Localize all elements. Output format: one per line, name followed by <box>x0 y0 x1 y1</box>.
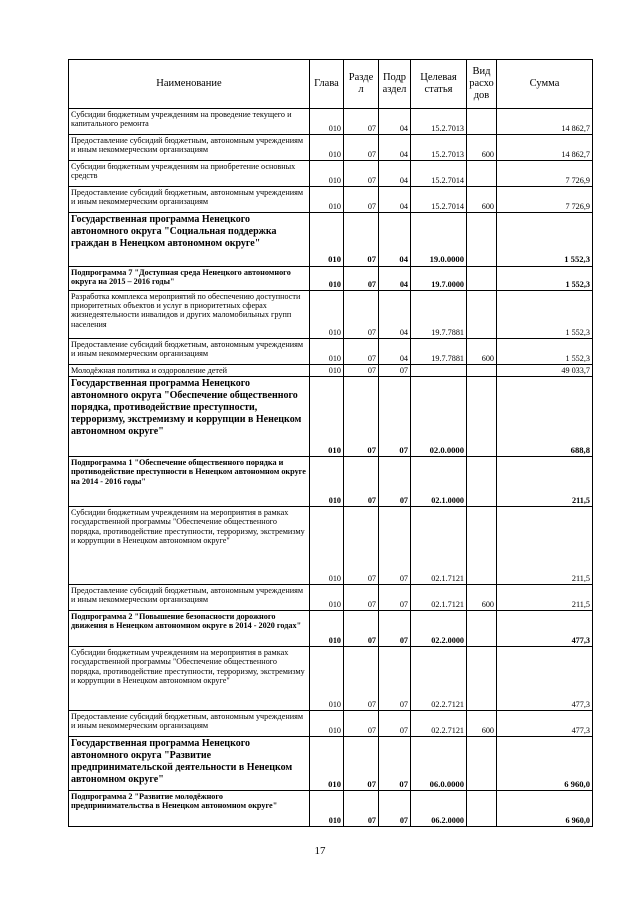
cell-name: Предоставление субсидий бюджетным, автономным учреждениям и иным некоммерческим организациям <box>69 187 310 213</box>
cell-section: 07 <box>344 187 379 213</box>
cell-expense-type <box>467 267 497 291</box>
cell-name: Подпрограмма 2 "Развитие молодёжного предпринимательства в Ненецком автономном округе" <box>69 791 310 827</box>
cell-name: Государственная программа Ненецкого автономного округа "Развитие предпринимательской деятельности в Ненецком автономном округе" <box>69 737 310 791</box>
cell-name: Предоставление субсидий бюджетным, автономным учреждениям и иным некоммерческим организациям <box>69 585 310 611</box>
table-header <box>69 60 593 109</box>
cell-section: 07 <box>344 267 379 291</box>
budget-table <box>68 59 593 827</box>
cell-chapter: 010 <box>310 457 344 507</box>
cell-expense-type <box>467 377 497 457</box>
cell-section: 07 <box>344 213 379 267</box>
cell-target: 02.2.7121 <box>411 711 467 737</box>
cell-section: 07 <box>344 161 379 187</box>
cell-chapter: 010 <box>310 611 344 647</box>
header-subsection: Подр аздел <box>379 60 411 109</box>
cell-expense-type: 600 <box>467 135 497 161</box>
cell-target: 19.7.7881 <box>411 339 467 365</box>
header-section: Разде л <box>344 60 379 109</box>
cell-section: 07 <box>344 339 379 365</box>
cell-subsection: 04 <box>379 135 411 161</box>
cell-amount: 1 552,3 <box>497 213 593 267</box>
cell-amount: 211,5 <box>497 585 593 611</box>
cell-subsection: 04 <box>379 213 411 267</box>
table-row <box>69 611 593 647</box>
cell-target: 15.2.7013 <box>411 135 467 161</box>
cell-expense-type <box>467 791 497 827</box>
cell-subsection: 04 <box>379 291 411 339</box>
table-row <box>69 585 593 611</box>
cell-target: 02.1.7121 <box>411 585 467 611</box>
cell-expense-type: 600 <box>467 339 497 365</box>
cell-expense-type: 600 <box>467 585 497 611</box>
cell-section: 07 <box>344 791 379 827</box>
cell-chapter: 010 <box>310 711 344 737</box>
cell-amount: 688,8 <box>497 377 593 457</box>
table-row <box>69 507 593 585</box>
cell-section: 07 <box>344 135 379 161</box>
cell-name: Государственная программа Ненецкого автономного округа "Социальная поддержка граждан в Ненецком автономном округе" <box>69 213 310 267</box>
cell-name: Субсидии бюджетным учреждениям на мероприятия в рамках государственной программы "Обеспечение общественного порядка, противодействие преступности, терроризму, экстремизму и коррупции в Ненецком автономном округе" <box>69 507 310 585</box>
cell-chapter: 010 <box>310 291 344 339</box>
cell-chapter: 010 <box>310 737 344 791</box>
cell-section: 07 <box>344 377 379 457</box>
cell-name: Государственная программа Ненецкого автономного округа "Обеспечение общественного порядка, противодействие преступности, терроризму, экстремизму и коррупции в Ненецком автономном округе" <box>69 377 310 457</box>
cell-target <box>411 365 467 377</box>
cell-section: 07 <box>344 365 379 377</box>
cell-chapter: 010 <box>310 161 344 187</box>
table-row <box>69 365 593 377</box>
cell-amount: 7 726,9 <box>497 161 593 187</box>
cell-name: Молодёжная политика и оздоровление детей <box>69 365 310 377</box>
cell-section: 07 <box>344 647 379 711</box>
cell-amount: 477,3 <box>497 711 593 737</box>
cell-expense-type <box>467 507 497 585</box>
cell-amount: 211,5 <box>497 507 593 585</box>
cell-chapter: 010 <box>310 791 344 827</box>
cell-expense-type <box>467 611 497 647</box>
cell-section: 07 <box>344 711 379 737</box>
cell-amount: 1 552,3 <box>497 339 593 365</box>
cell-target: 02.0.0000 <box>411 377 467 457</box>
cell-name: Подпрограмма 1 "Обеспечение общественного порядка и противодействие преступности в Ненецком автономном округе на 2014 - 2016 годы" <box>69 457 310 507</box>
cell-amount: 49 033,7 <box>497 365 593 377</box>
cell-target: 06.2.0000 <box>411 791 467 827</box>
table-row <box>69 291 593 339</box>
cell-name: Предоставление субсидий бюджетным, автономным учреждениям и иным некоммерческим организациям <box>69 135 310 161</box>
cell-chapter: 010 <box>310 187 344 213</box>
table-row <box>69 213 593 267</box>
cell-section: 07 <box>344 507 379 585</box>
cell-target: 02.2.7121 <box>411 647 467 711</box>
cell-amount: 211,5 <box>497 457 593 507</box>
cell-chapter: 010 <box>310 377 344 457</box>
header-name: Наименование <box>69 60 310 109</box>
cell-subsection: 04 <box>379 187 411 213</box>
table-row <box>69 109 593 135</box>
cell-amount: 477,3 <box>497 647 593 711</box>
cell-subsection: 07 <box>379 737 411 791</box>
cell-amount: 6 960,0 <box>497 737 593 791</box>
header-expense-type: Вид расхо дов <box>467 60 497 109</box>
cell-name: Субсидии бюджетным учреждениям на приобретение основных средств <box>69 161 310 187</box>
cell-amount: 14 862,7 <box>497 135 593 161</box>
cell-chapter: 010 <box>310 213 344 267</box>
table-row <box>69 135 593 161</box>
cell-name: Разработка комплекса мероприятий по обеспечению доступности приоритетных объектов и услуг в приоритетных сферах жизнедеятельности инвалидов и других маломобильных групп населения <box>69 291 310 339</box>
cell-expense-type: 600 <box>467 187 497 213</box>
header-row <box>69 60 593 109</box>
cell-section: 07 <box>344 737 379 791</box>
cell-expense-type <box>467 291 497 339</box>
cell-subsection: 07 <box>379 585 411 611</box>
cell-chapter: 010 <box>310 647 344 711</box>
cell-amount: 1 552,3 <box>497 267 593 291</box>
cell-target: 19.7.7881 <box>411 291 467 339</box>
cell-section: 07 <box>344 109 379 135</box>
table-row <box>69 161 593 187</box>
cell-subsection: 07 <box>379 611 411 647</box>
cell-subsection: 07 <box>379 791 411 827</box>
cell-section: 07 <box>344 585 379 611</box>
cell-target: 06.0.0000 <box>411 737 467 791</box>
cell-expense-type: 600 <box>467 711 497 737</box>
cell-name: Подпрограмма 2 "Повышение безопасности дорожного движения в Ненецком автономном округе в 2014 - 2020 годах" <box>69 611 310 647</box>
cell-chapter: 010 <box>310 135 344 161</box>
cell-amount: 7 726,9 <box>497 187 593 213</box>
cell-amount: 6 960,0 <box>497 791 593 827</box>
cell-subsection: 07 <box>379 647 411 711</box>
cell-subsection: 04 <box>379 109 411 135</box>
cell-subsection: 04 <box>379 339 411 365</box>
cell-target: 15.2.7013 <box>411 109 467 135</box>
table-row <box>69 711 593 737</box>
table-body <box>69 109 593 827</box>
table-row <box>69 791 593 827</box>
cell-target: 15.2.7014 <box>411 161 467 187</box>
header-amount: Сумма <box>497 60 593 109</box>
header-target: Целевая статья <box>411 60 467 109</box>
cell-expense-type <box>467 457 497 507</box>
cell-chapter: 010 <box>310 585 344 611</box>
cell-target: 19.7.0000 <box>411 267 467 291</box>
cell-expense-type <box>467 737 497 791</box>
cell-chapter: 010 <box>310 339 344 365</box>
cell-chapter: 010 <box>310 267 344 291</box>
cell-target: 19.0.0000 <box>411 213 467 267</box>
cell-expense-type <box>467 647 497 711</box>
cell-expense-type <box>467 213 497 267</box>
cell-subsection: 07 <box>379 377 411 457</box>
cell-amount: 477,3 <box>497 611 593 647</box>
cell-amount: 1 552,3 <box>497 291 593 339</box>
header-chapter: Глава <box>310 60 344 109</box>
cell-target: 02.1.7121 <box>411 507 467 585</box>
cell-name: Подпрограмма 7 "Доступная среда Ненецкого автономного округа на 2015 – 2016 годы" <box>69 267 310 291</box>
cell-target: 15.2.7014 <box>411 187 467 213</box>
cell-name: Субсидии бюджетным учреждениям на мероприятия в рамках государственной программы "Обеспечение общественного порядка, противодействие преступности, терроризму, экстремизму и коррупции в Ненецком автономном округе" <box>69 647 310 711</box>
table-row <box>69 647 593 711</box>
cell-chapter: 010 <box>310 365 344 377</box>
cell-target: 02.2.0000 <box>411 611 467 647</box>
table-row <box>69 457 593 507</box>
cell-expense-type <box>467 365 497 377</box>
cell-expense-type <box>467 109 497 135</box>
cell-subsection: 04 <box>379 161 411 187</box>
cell-subsection: 07 <box>379 457 411 507</box>
table-row <box>69 339 593 365</box>
cell-name: Субсидии бюджетным учреждениям на проведение текущего и капитального ремонта <box>69 109 310 135</box>
cell-expense-type <box>467 161 497 187</box>
cell-subsection: 07 <box>379 507 411 585</box>
cell-chapter: 010 <box>310 507 344 585</box>
cell-section: 07 <box>344 457 379 507</box>
cell-section: 07 <box>344 291 379 339</box>
cell-chapter: 010 <box>310 109 344 135</box>
cell-amount: 14 862,7 <box>497 109 593 135</box>
cell-subsection: 04 <box>379 267 411 291</box>
cell-section: 07 <box>344 611 379 647</box>
table-row <box>69 737 593 791</box>
table-row <box>69 187 593 213</box>
table-row <box>69 267 593 291</box>
cell-name: Предоставление субсидий бюджетным, автономным учреждениям и иным некоммерческим организациям <box>69 711 310 737</box>
cell-name: Предоставление субсидий бюджетным, автономным учреждениям и иным некоммерческим организациям <box>69 339 310 365</box>
cell-target: 02.1.0000 <box>411 457 467 507</box>
cell-subsection: 07 <box>379 365 411 377</box>
table-row <box>69 377 593 457</box>
page-number: 17 <box>314 845 326 857</box>
cell-subsection: 07 <box>379 711 411 737</box>
